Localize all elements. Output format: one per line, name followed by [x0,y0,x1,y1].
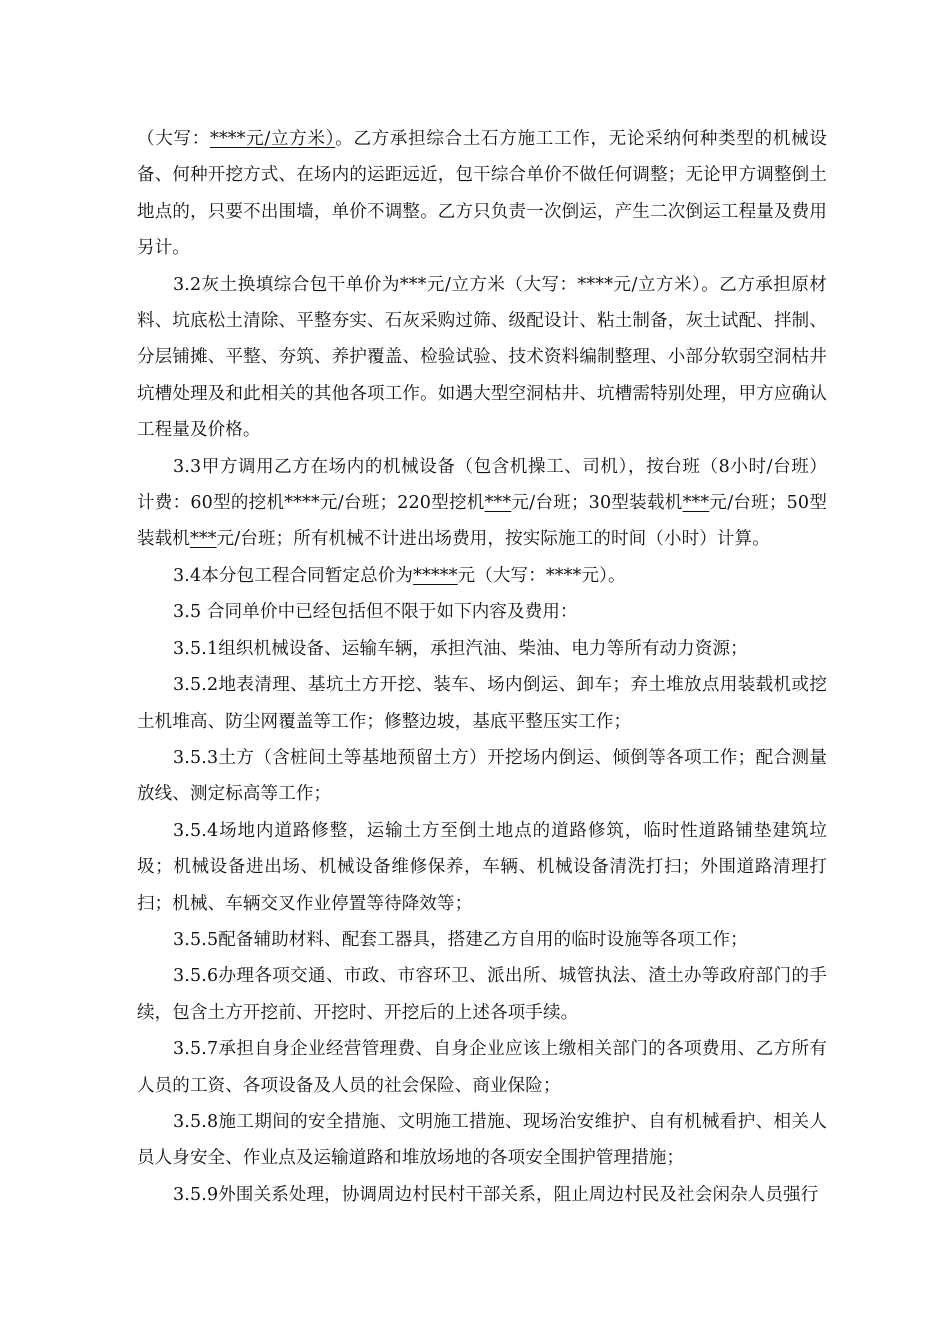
text-run: 元/台班；50型装载机 [137,493,827,550]
paragraph [137,631,827,667]
paragraph [137,449,827,558]
paragraph [137,922,827,958]
text-run: 3.4本分包工程合同暂定总价为 [173,565,414,586]
underlined-text: *** [484,493,512,514]
paragraph [137,267,827,449]
paragraph [137,1104,827,1177]
underlined-text: ***** [413,565,458,586]
text-run: 3.5.9外围关系处理，协调周边村民村干部关系，阻止周边村民及社会闲杂人员强行 [173,1184,819,1205]
paragraph [137,740,827,813]
text-run: 3.5.8施工期间的安全措施、文明施工措施、现场治安维护、自有机械看护、相关人员人身安全、作业点及运输道路和堆放场地的各项安全围护管理措施； [137,1111,827,1169]
paragraph [137,1177,827,1213]
underlined-text: *** [682,493,710,514]
document-body [137,121,827,1213]
text-run: 3.5.7承担自身企业经营管理费、自身企业应该上缴相关部门的各项费用、乙方所有人员的工资、各项设备及人员的社会保险、商业保险； [137,1039,827,1096]
paragraph [137,121,827,267]
paragraph [137,1031,827,1104]
paragraph [137,958,827,1031]
paragraph [137,594,827,630]
text-run: 3.2灰土换填综合包干单价为***元/立方米（大写：****元/立方米）。乙方承担原材料、坑底松土清除、平整夯实、石灰采购过筛、级配设计、粘土制备，灰土试配、拌制、分层铺摊、平整、夯筑、养护覆盖、检验试验、技术资料编制整理、小部分软弱空洞枯井坑槽处理及和此相关的其他各项工作。如遇大型空洞枯井、坑槽需特别处理，甲方应确认工程量及价格。 [137,274,827,441]
underlined-text: ****元/立方米） [209,129,336,149]
text-run: （大写： [137,129,210,149]
text-run: 3.5.3土方（含桩间土等基地预留土方）开挖场内倒运、倾倒等各项工作；配合测量放线、测定标高等工作； [137,747,827,805]
text-run: 3.5.1组织机械设备、运输车辆，承担汽油、柴油、电力等所有动力资源； [173,638,748,659]
text-run: 3.5.4场地内道路修整，运输土方至倒土地点的道路修筑，临时性道路铺垫建筑垃圾；机械设备进出场、机械设备维修保养，车辆、机械设备清洗打扫；外围道路清理打扫；机械、车辆交叉作业停置等待降效等； [137,820,827,914]
text-run: 3.3甲方调用乙方在场内的机械设备（包含机操工、司机），按台班（8小时/台班）计费：60型的挖机****元/台班；220型挖机 [137,456,827,514]
text-run: 元/台班；所有机械不计进出场费用，按实际施工的时间（小时）计算。 [216,529,770,550]
underlined-text: *** [189,529,217,550]
paragraph [137,667,827,740]
text-run: 元/台班；30型装载机 [511,493,683,514]
text-run: 元（大写：****元）。 [457,565,626,586]
text-run: 3.5 合同单价中已经包括但不限于如下内容及费用： [173,602,578,623]
text-run: 3.5.5配备辅助材料、配套工器具，搭建乙方自用的临时设施等各项工作； [173,929,748,950]
paragraph [137,813,827,922]
text-run: 3.5.2地表清理、基坑土方开挖、装车、场内倒运、卸车；弃土堆放点用装载机或挖土机堆高、防尘网覆盖等工作；修整边坡，基底平整压实工作； [137,675,827,732]
text-run: 。乙方承担综合土石方施工工作，无论采纳何种类型的机械设备、何种开挖方式、在场内的运距远近，包干综合单价不做任何调整；无论甲方调整倒土地点的，只要不出围墙，单价不调整。乙方只负责一次倒运，产生二次倒运工程量及费用另计。 [137,129,827,259]
text-run: 3.5.6办理各项交通、市政、市容环卫、派出所、城管执法、渣土办等政府部门的手续，包含土方开挖前、开挖时、开挖后的上述各项手续。 [137,966,827,1023]
paragraph [137,558,827,594]
